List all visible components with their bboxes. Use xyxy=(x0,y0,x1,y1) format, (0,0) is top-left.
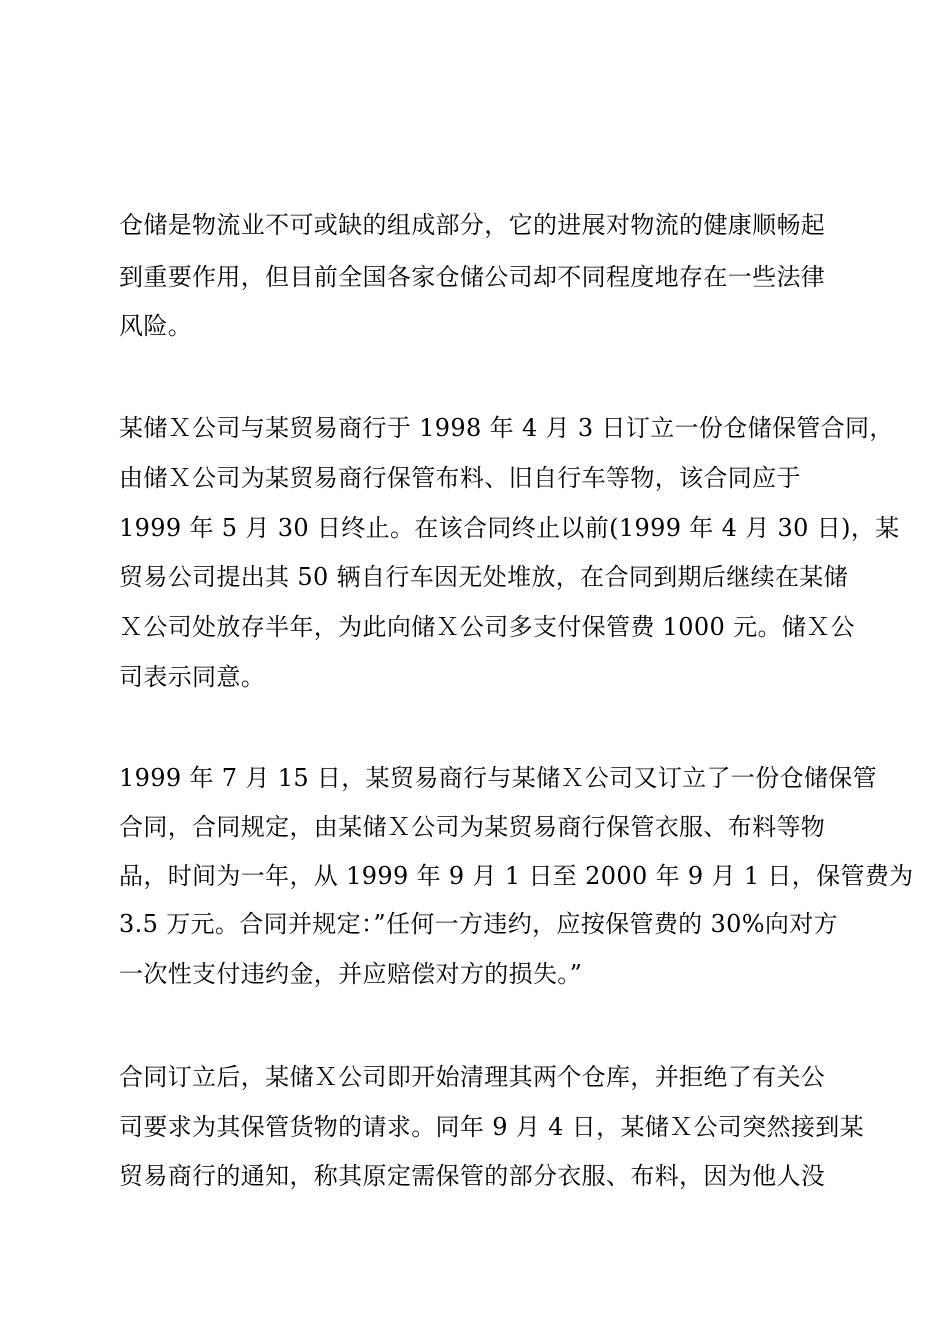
paragraph-line: 1999 年 5 月 30 日终止。在该合同终止以前(1999 年 4 月 30 日)，某 xyxy=(119,514,900,542)
paragraph-line: 到重要作用，但目前全国各家仓储公司却不同程度地存在一些法律 xyxy=(119,263,826,291)
paragraph-line: 合同订立后，某储Ｘ公司即开始清理其两个仓库，并拒绝了有关公 xyxy=(119,1063,826,1091)
paragraph-line: 由储Ｘ公司为某贸易商行保管布料、旧自行车等物，该合同应于 xyxy=(119,464,801,492)
paragraph-line: 合同，合同规定，由某储Ｘ公司为某贸易商行保管衣服、布料等物 xyxy=(119,813,826,841)
paragraph-line: 1999 年 7 月 15 日，某贸易商行与某储Ｘ公司又订立了一份仓储保管 xyxy=(119,764,877,792)
paragraph-line: 3.5 万元。合同并规定：”任何一方违约，应按保管费的 30%向对方 xyxy=(119,910,838,938)
paragraph-line: 品，时间为一年，从 1999 年 9 月 1 日至 2000 年 9 月 1 日，保管费为 xyxy=(119,862,914,890)
paragraph-line: 贸易商行的通知，称其原定需保管的部分衣服、布料，因为他人没 xyxy=(119,1162,826,1190)
paragraph-line: 贸易公司提出其 50 辆自行车因无处堆放，在合同到期后继续在某储 xyxy=(119,563,848,591)
paragraph-line: Ｘ公司处放存半年，为此向储Ｘ公司多支付保管费 1000 元。储Ｘ公 xyxy=(119,613,855,641)
paragraph-line: 一次性支付违约金，并应赔偿对方的损失。” xyxy=(119,960,583,988)
paragraph-line: 司要求为其保管货物的请求。同年 9 月 4 日，某储Ｘ公司突然接到某 xyxy=(119,1113,864,1141)
paragraph-line: 某储Ｘ公司与某贸易商行于 1998 年 4 月 3 日订立一份仓储保管合同， xyxy=(119,414,894,442)
paragraph-line: 仓储是物流业不可或缺的组成部分，它的进展对物流的健康顺畅起 xyxy=(119,211,826,239)
paragraph-line: 司表示同意。 xyxy=(119,663,266,691)
paragraph-line: 风险。 xyxy=(119,312,193,340)
